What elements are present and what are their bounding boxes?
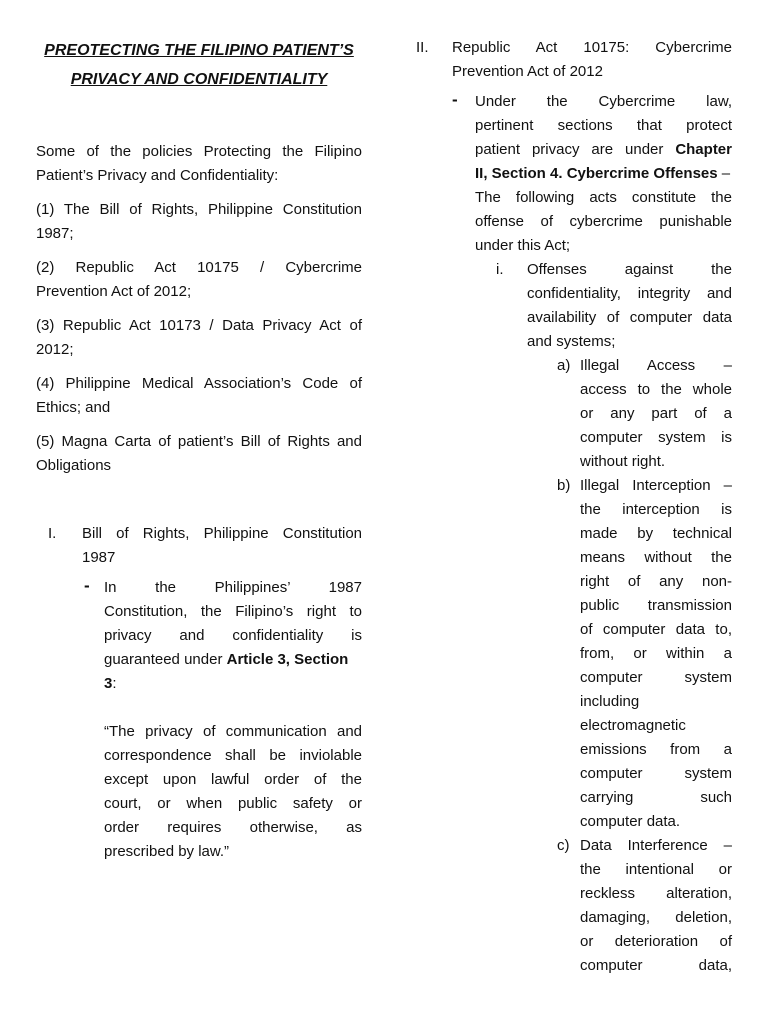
item-a-label: a) <box>557 357 571 374</box>
policy-5-line-1: (5) Magna Carta of patient’s Bill of Rights and <box>36 433 362 450</box>
section-1-bullet-line-4 <box>104 648 362 672</box>
policy-5-line-2: Obligations <box>36 457 112 474</box>
item-b-line-14: carrying such <box>580 789 732 806</box>
item-b-line-11: electromagnetic <box>580 717 686 734</box>
item-c-line-6: computer data, <box>580 957 732 974</box>
item-b-line-9: computer system <box>580 669 732 686</box>
article-ref-bold: Article 3, Section <box>226 651 349 668</box>
subitem-i-numeral: i. <box>496 261 504 278</box>
document-title-line-2: PRIVACY AND CONFIDENTIALITY <box>70 71 328 88</box>
article-ref-pre: guaranteed under <box>104 651 227 668</box>
intro-line-2: Patient’s Privacy and Confidentiality: <box>36 167 279 184</box>
item-b-line-6: public transmission <box>580 597 732 614</box>
item-b-line-12: emissions from a <box>580 741 732 758</box>
item-c-line-4: damaging, deletion, <box>580 909 732 926</box>
item-b-line-10: including <box>580 693 640 710</box>
section-1-numeral: I. <box>48 525 57 542</box>
section-2-bullet-line-6: offense of cybercrime punishable <box>475 213 732 230</box>
item-b-line-5: right of any non- <box>580 573 732 590</box>
section-2-bullet-line-7: under this Act; <box>475 237 571 254</box>
section-1-bullet-line-2: Constitution, the Filipino’s right to <box>104 603 362 620</box>
quote-line-1: “The privacy of communication and <box>104 723 362 740</box>
chapter-ref-bold: Chapter <box>675 141 732 158</box>
section-4-ref-bold: II, Section 4. Cybercrime Offenses <box>475 165 718 182</box>
quote-line-3: except upon lawful order of the <box>104 771 362 788</box>
section-1-heading-line-1: Bill of Rights, Philippine Constitution <box>82 525 362 542</box>
section-1-bullet-line-3: privacy and confidentiality is <box>104 627 362 644</box>
section-1-bullet-line-5 <box>104 672 362 696</box>
item-b-line-1: Illegal Interception – <box>580 477 732 494</box>
item-a-line-4: computer system is <box>580 429 732 446</box>
section-4-ref-dash: – <box>717 165 731 182</box>
section-2-numeral: II. <box>416 39 429 56</box>
item-c-line-5: or deterioration of <box>580 933 732 950</box>
item-b-line-8: from, or within a <box>580 645 732 662</box>
section-2-heading-line-2: Prevention Act of 2012 <box>452 63 603 80</box>
item-c-label: c) <box>557 837 570 854</box>
item-c-line-1: Data Interference – <box>580 837 732 854</box>
item-a-line-2: access to the whole <box>580 381 732 398</box>
item-b-line-3: made by technical <box>580 525 732 542</box>
quote-line-5: order requires otherwise, as <box>104 819 362 836</box>
item-b-line-13: computer system <box>580 765 732 782</box>
subitem-i-line-1: Offenses against the <box>527 261 732 278</box>
policy-2-line-2: Prevention Act of 2012; <box>36 283 192 300</box>
policy-1-line-2: 1987; <box>36 225 74 242</box>
item-b-line-4: means without the <box>580 549 732 566</box>
document-title-line-1: PREOTECTING THE FILIPINO PATIENT’S <box>44 42 354 59</box>
section-1-heading-line-2: 1987 <box>82 549 116 566</box>
section-2-bullet-line-3 <box>475 138 732 162</box>
section-ref-colon: : <box>112 675 117 692</box>
section-2-bullet-line-1: Under the Cybercrime law, <box>475 93 732 110</box>
section-1-bullet-line-1: In the Philippines’ 1987 <box>104 579 362 596</box>
section-2-bullet-line-2: pertinent sections that protect <box>475 117 732 134</box>
section-2-heading-line-1: Republic Act 10175: Cybercrime <box>452 39 732 56</box>
item-a-line-3: or any part of a <box>580 405 732 422</box>
quote-line-4: court, or when public safety or <box>104 795 362 812</box>
subitem-i-line-4: and systems; <box>527 333 616 350</box>
policy-3-line-2: 2012; <box>36 341 74 358</box>
policy-4-line-1: (4) Philippine Medical Association’s Code of <box>36 375 362 392</box>
subitem-i-line-3: availability of computer data <box>527 309 732 326</box>
quote-line-2: correspondence shall be inviolable <box>104 747 362 764</box>
policy-3-line-1: (3) Republic Act 10173 / Data Privacy Act of <box>36 317 362 334</box>
item-b-label: b) <box>557 477 571 494</box>
item-c-line-2: the intentional or <box>580 861 732 878</box>
item-a-line-1: Illegal Access – <box>580 357 732 374</box>
item-b-line-15: computer data. <box>580 813 681 830</box>
quote-line-6: prescribed by law.” <box>104 843 230 860</box>
item-b-line-7: of computer data to, <box>580 621 732 638</box>
section-ref-bold: 3 <box>104 675 113 692</box>
section-2-bullet-line-5: The following acts constitute the <box>475 189 732 206</box>
chapter-ref-pre: patient privacy are under <box>475 141 676 158</box>
policy-1-line-1: (1) The Bill of Rights, Philippine Constitution <box>36 201 362 218</box>
item-a-line-5: without right. <box>580 453 666 470</box>
item-b-line-2: the interception is <box>580 501 732 518</box>
intro-line-1: Some of the policies Protecting the Filipino <box>36 143 362 160</box>
section-2-bullet: - <box>452 90 458 109</box>
item-c-line-3: reckless alteration, <box>580 885 732 902</box>
section-2-bullet-line-4 <box>475 162 732 186</box>
subitem-i-line-2: confidentiality, integrity and <box>527 285 732 302</box>
section-1-bullet: - <box>84 576 90 595</box>
policy-2-line-1: (2) Republic Act 10175 / Cybercrime <box>36 259 362 276</box>
policy-4-line-2: Ethics; and <box>36 399 111 416</box>
